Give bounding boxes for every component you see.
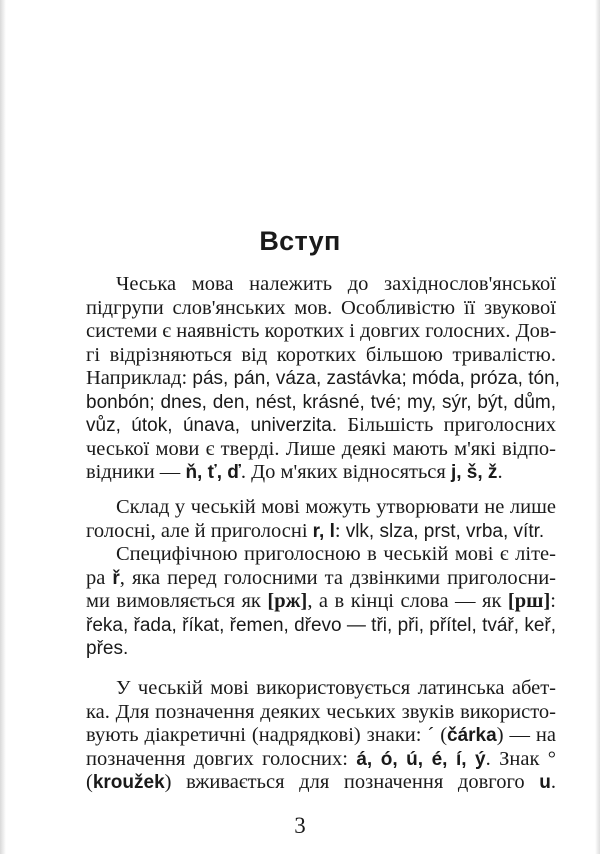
bold-letters: ň, ť, ď: [185, 462, 241, 483]
bold-letters: j, š, ž: [450, 462, 498, 483]
page-title: Вступ: [259, 226, 341, 256]
text-run: відники —: [86, 461, 186, 483]
text-line: [86, 748, 556, 772]
czech-examples: bonbón; dnes, den, nést, krásné, tvé; my, sýr, být, dům,: [86, 391, 556, 413]
text-run: , а в кінці слова — як: [307, 590, 508, 612]
text-run: .: [497, 461, 503, 483]
czech-examples: vlk, slza, prst, vrba, vítr.: [345, 520, 545, 542]
text-line: Склад у чеській мові можуть утворювати не лише: [116, 496, 556, 518]
text-run: .: [550, 771, 556, 793]
text-run: . Знак °: [485, 747, 556, 770]
page-number: 3: [294, 813, 306, 838]
czech-examples: pás, pán, váza, zastávka; móda, próza, tón,: [192, 368, 560, 389]
text-run: , яка перед голосними та дзвінкими приголосни-: [119, 566, 556, 589]
text-run: :: [550, 590, 556, 612]
text-line: підгрупи слов'янських мов. Особливістю її звукової: [86, 296, 556, 319]
bold-term: čárka: [447, 725, 497, 746]
czech-examples: řeka, řada, říkat, řemen, dřevo — tři, při, přítel, tvář, keř,: [86, 614, 556, 636]
text-run: Більшість приголосних: [337, 414, 556, 436]
text-line: [86, 724, 556, 748]
bold-letters: r, l: [312, 520, 335, 542]
paragraph-4: [86, 677, 556, 795]
text-line: [86, 461, 556, 485]
text-line: ка. Для позначення деяких чеських звуків використо-: [86, 700, 556, 723]
paragraph-1: [86, 273, 560, 485]
text-run: ра: [86, 566, 113, 589]
text-line: [86, 367, 560, 391]
text-line: [86, 520, 556, 544]
paragraph-2: [86, 496, 556, 543]
text-line: чеської мови є тверді. Лише деякі мають м'які відпо-: [86, 437, 556, 460]
paragraph-3: [86, 543, 556, 661]
text-line: системи є наявність коротких і довгих голосних. Дов-: [86, 320, 557, 342]
text-run: ) вживається для позначення довгого: [164, 771, 540, 793]
bold-letters: á, ó, ú, é, í, ý: [356, 748, 486, 770]
bold-transcription: [рш]: [507, 590, 551, 612]
text-run: вують діакретичні (надрядкові) знаки: ´ (: [86, 724, 448, 746]
text-line: [86, 590, 556, 614]
text-run: ми вимовляється як: [86, 590, 268, 612]
text-run: ) — на: [496, 724, 556, 746]
text-run: . До м'яких відносяться: [240, 461, 451, 483]
text-run: позначення довгих голосних:: [86, 747, 357, 770]
text-line: Чеська мова належить до західнослов'янської: [116, 273, 556, 295]
text-run: (: [86, 771, 93, 793]
bold-letters: ř: [112, 567, 120, 589]
text-line: Специфічною приголосною в чеській мові є літе-: [116, 543, 556, 565]
text-run: Наприклад:: [86, 367, 193, 389]
text-run: :: [334, 519, 346, 542]
text-line: У чеській мові використовується латинська абет-: [116, 677, 556, 699]
page-edge-shadow-left: [0, 0, 6, 854]
bold-transcription: [рж]: [267, 590, 308, 612]
text-line: [86, 771, 556, 795]
text-line: [86, 567, 556, 591]
bold-letters: u: [539, 772, 551, 793]
text-line: гі відрізняються від коротких більшою тривалістю.: [86, 343, 556, 366]
text-line: [86, 414, 556, 438]
czech-examples: vůz, útok, únava, univerzita.: [86, 415, 338, 436]
czech-examples: přes.: [86, 638, 129, 659]
page-edge-shadow-right: [595, 0, 600, 854]
bold-term: kroužek: [92, 772, 165, 793]
text-run: голосні, але й приголосні: [86, 519, 313, 542]
